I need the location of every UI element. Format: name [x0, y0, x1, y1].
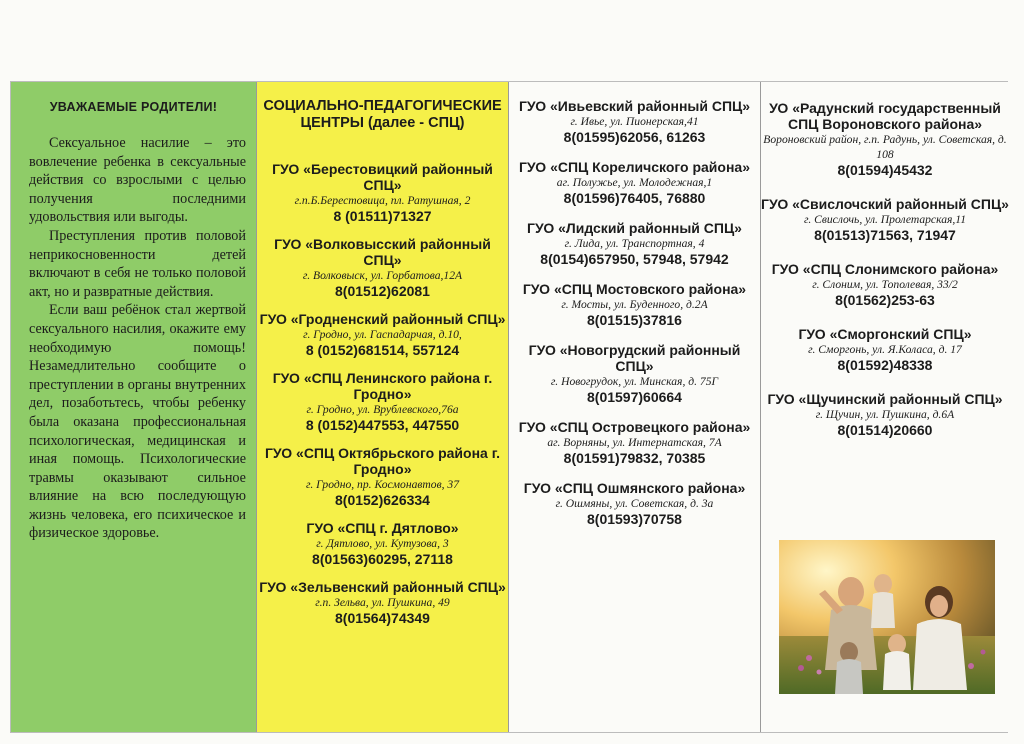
center-entry [761, 391, 1009, 438]
center-address: г. Свислочь, ул. Пролетарская,11 [803, 213, 967, 226]
center-entry [761, 326, 1009, 373]
family-photo [779, 540, 995, 694]
center-entry [257, 520, 508, 567]
center-name: ГУО «СПЦ Островецкого района» [518, 419, 751, 435]
center-address: аг. Ворняны, ул. Интернатская, 7А [547, 436, 722, 449]
center-phone: 8(01513)71563, 71947 [814, 227, 956, 243]
center-name: ГУО «Берестовицкий районный СПЦ» [272, 161, 493, 193]
center-name: ГУО «СПЦ г. Дятлово» [306, 520, 459, 536]
center-name: ГУО «Гродненский районный СПЦ» [259, 311, 506, 327]
center-address: г. Гродно, ул. Гаспадарчая, д.10, [303, 328, 462, 341]
center-entry [509, 281, 760, 328]
center-entry [257, 445, 508, 508]
center-phone: 8(01562)253-63 [835, 292, 935, 308]
center-name: ГУО «Щучинский районный СПЦ» [767, 391, 1003, 407]
center-entry [257, 311, 508, 358]
center-address: г. Слоним, ул. Тополевая, 33/2 [812, 278, 958, 291]
center-phone: 8(01564)74349 [335, 610, 430, 626]
center-entry [509, 342, 760, 405]
center-address: г.п. Зельва, ул. Пушкина, 49 [315, 596, 450, 609]
notice-body [11, 134, 256, 543]
center-name: ГУО «Свислочский районный СПЦ» [761, 196, 1009, 212]
center-list [257, 161, 508, 626]
center-phone: 8 (01511)71327 [333, 208, 432, 224]
notice-paragraph: Преступления против половой неприкосновенности детей включают в себя не только половой акт, но и развратные действия. [29, 227, 246, 300]
center-phone: 8(01591)79832, 70385 [563, 450, 706, 466]
center-entry [509, 98, 760, 145]
center-name: ГУО «Волковысский районный СПЦ» [274, 236, 491, 268]
center-name: ГУО «СПЦ Слонимского района» [771, 261, 999, 277]
column-centers-1 [257, 82, 509, 732]
center-phone: 8(01592)48338 [837, 357, 933, 373]
centers-title: СОЦИАЛЬНО-ПЕДАГОГИЧЕСКИЕ ЦЕНТРЫ (далее - СПЦ) [263, 98, 502, 131]
center-phone: 8(01515)37816 [587, 312, 682, 328]
center-list [509, 98, 760, 527]
notice-heading: УВАЖАЕМЫЕ РОДИТЕЛИ! [49, 100, 218, 114]
center-address: г. Новогрудок, ул. Минская, д. 75Г [550, 375, 719, 388]
center-phone: 8(01594)45432 [837, 162, 933, 178]
center-address: г. Гродно, ул. Врублевского,76а [306, 403, 459, 416]
center-phone: 8(01512)62081 [335, 283, 430, 299]
column-centers-3 [761, 82, 1009, 732]
center-entry [257, 236, 508, 299]
center-name: ГУО «СПЦ Ленинского района г. Гродно» [272, 370, 493, 402]
center-entry [761, 196, 1009, 243]
center-entry [257, 161, 508, 224]
center-entry [257, 579, 508, 626]
center-address: г.п.Б.Берестовица, пл. Ратушная, 2 [294, 194, 471, 207]
center-address: г. Ошмяны, ул. Советская, д. 3а [555, 497, 714, 510]
center-phone: 8(01597)60664 [587, 389, 682, 405]
center-name: ГУО «СПЦ Ошмянского района» [523, 480, 746, 496]
center-entry [509, 419, 760, 466]
center-phone: 8 (0152)681514, 557124 [305, 342, 460, 358]
notice-paragraph: Сексуальное насилие – это вовлечение ребенка в сексуальные действия со взрослыми с целью получения последними удовольствия или выгоды. [29, 135, 246, 226]
leaflet-sheet [10, 81, 1008, 733]
center-address: г. Гродно, пр. Космонавтов, 37 [305, 478, 460, 491]
center-phone: 8(01596)76405, 76880 [563, 190, 706, 206]
center-name: ГУО «СПЦ Октябрьского района г. Гродно» [264, 445, 501, 477]
center-entry [761, 261, 1009, 308]
center-phone: 8(0154)657950, 57948, 57942 [540, 251, 729, 267]
center-phone: 8(01593)70758 [587, 511, 682, 527]
center-phone: 8(01514)20660 [837, 422, 933, 438]
center-list [761, 100, 1009, 438]
center-entry [257, 370, 508, 433]
center-name: ГУО «СПЦ Мостовского района» [522, 281, 747, 297]
center-phone: 8(0152)626334 [335, 492, 430, 508]
center-entry [509, 159, 760, 206]
center-address: г. Сморгонь, ул. Я.Коласа, д. 17 [808, 343, 962, 356]
center-address: г. Дятлово, ул. Кутузова, 3 [316, 537, 449, 550]
center-entry [509, 480, 760, 527]
center-address: г. Ивье, ул. Пионерская,41 [570, 115, 699, 128]
center-name: ГУО «СПЦ Кореличского района» [519, 159, 750, 175]
center-phone: 8(01595)62056, 61263 [563, 129, 706, 145]
center-phone: 8(01563)60295, 27118 [312, 551, 453, 567]
column-parents-notice [11, 82, 257, 732]
center-name: ГУО «Лидский районный СПЦ» [527, 220, 742, 236]
center-name: ГУО «Сморгонский СПЦ» [798, 326, 972, 342]
center-address: аг. Полужье, ул. Молодежная,1 [556, 176, 713, 189]
center-address: г. Лида, ул. Транспортная, 4 [564, 237, 705, 250]
center-name: ГУО «Зельвенский районный СПЦ» [259, 579, 506, 595]
center-address: г. Щучин, ул. Пушкина, д.6А [815, 408, 955, 421]
column-centers-2 [509, 82, 761, 732]
center-address: г. Волковыск, ул. Горбатова,12А [302, 269, 463, 282]
center-address: Вороновский район, г.п. Радунь, ул. Советская, д. 108 [763, 133, 1007, 161]
center-address: г. Мосты, ул. Буденного, д.2А [561, 298, 708, 311]
center-phone: 8 (0152)447553, 447550 [305, 417, 460, 433]
center-name: ГУО «Ивьевский районный СПЦ» [518, 98, 751, 114]
center-entry [761, 100, 1009, 178]
center-name: УО «Радунский государственный СПЦ Вороновского района» [769, 100, 1001, 132]
center-name: ГУО «Новогрудский районный СПЦ» [528, 342, 741, 374]
notice-paragraph: Если ваш ребёнок стал жертвой сексуального насилия, окажите ему необходимую помощь! Незамедлительно сообщите о преступлении в органы внутренних дел, позаботьтесь, чтобы ребенку была оказана профессиональная психологическая, медицинская и иная помощь. Психологические травмы оказывают сильное влияние на всю последующую жизнь человека, его психическое и физическое здоровье. [29, 302, 246, 542]
center-entry [509, 220, 760, 267]
